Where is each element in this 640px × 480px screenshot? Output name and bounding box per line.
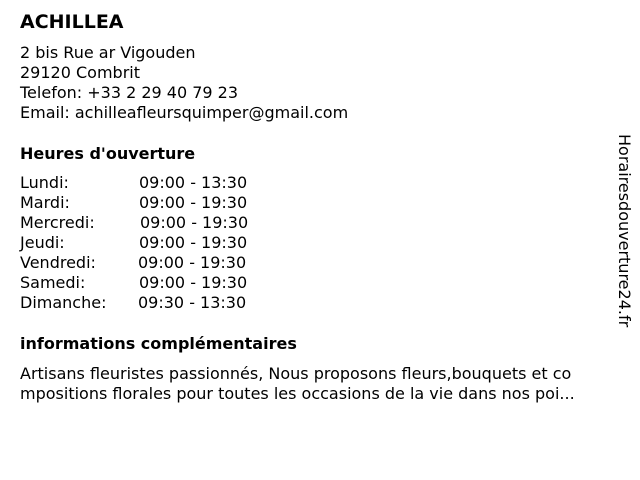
hours-row-friday	[20, 253, 320, 273]
contact-block	[20, 43, 348, 123]
site-watermark	[614, 134, 634, 344]
hours-day: Mardi:	[20, 193, 70, 212]
hours-time: 09:30 - 13:30	[138, 293, 247, 312]
opening-hours-heading: Heures d'ouverture	[20, 144, 196, 163]
address-street: 2 bis Rue ar Vigouden	[20, 43, 196, 62]
business-description	[20, 364, 620, 404]
phone-number: Telefon: +33 2 29 40 79 23	[20, 83, 239, 102]
hours-row-wednesday	[20, 213, 320, 233]
hours-row-sunday	[20, 293, 320, 313]
hours-day: Lundi:	[20, 173, 69, 192]
hours-time: 09:00 - 19:30	[139, 273, 248, 292]
hours-day: Jeudi:	[20, 233, 65, 252]
hours-row-saturday	[20, 273, 320, 293]
hours-time: 09:00 - 13:30	[139, 173, 248, 192]
hours-row-monday	[20, 173, 320, 193]
hours-time: 09:00 - 19:30	[139, 193, 248, 212]
description-line: mpositions florales pour toutes les occasions de la vie dans nos poi...	[20, 384, 575, 403]
email-address: Email: achilleafleursquimper@gmail.com	[20, 103, 349, 122]
hours-row-thursday	[20, 233, 320, 253]
hours-time: 09:00 - 19:30	[140, 213, 249, 232]
hours-time: 09:00 - 19:30	[138, 253, 247, 272]
hours-day: Mercredi:	[20, 213, 95, 232]
opening-hours-table	[20, 173, 320, 313]
hours-day: Vendredi:	[20, 253, 96, 272]
address-city: 29120 Combrit	[20, 63, 140, 82]
hours-day: Samedi:	[20, 273, 86, 292]
hours-time: 09:00 - 19:30	[139, 233, 248, 252]
hours-row-tuesday	[20, 193, 320, 213]
description-line: Artisans fleuristes passionnés, Nous proposons fleurs,bouquets et co	[20, 364, 572, 383]
hours-day: Dimanche:	[20, 293, 107, 312]
watermark-text: Horairesdouverture24.fr	[615, 134, 634, 328]
additional-info-heading: informations complémentaires	[20, 334, 297, 353]
business-name: ACHILLEA	[20, 11, 124, 33]
